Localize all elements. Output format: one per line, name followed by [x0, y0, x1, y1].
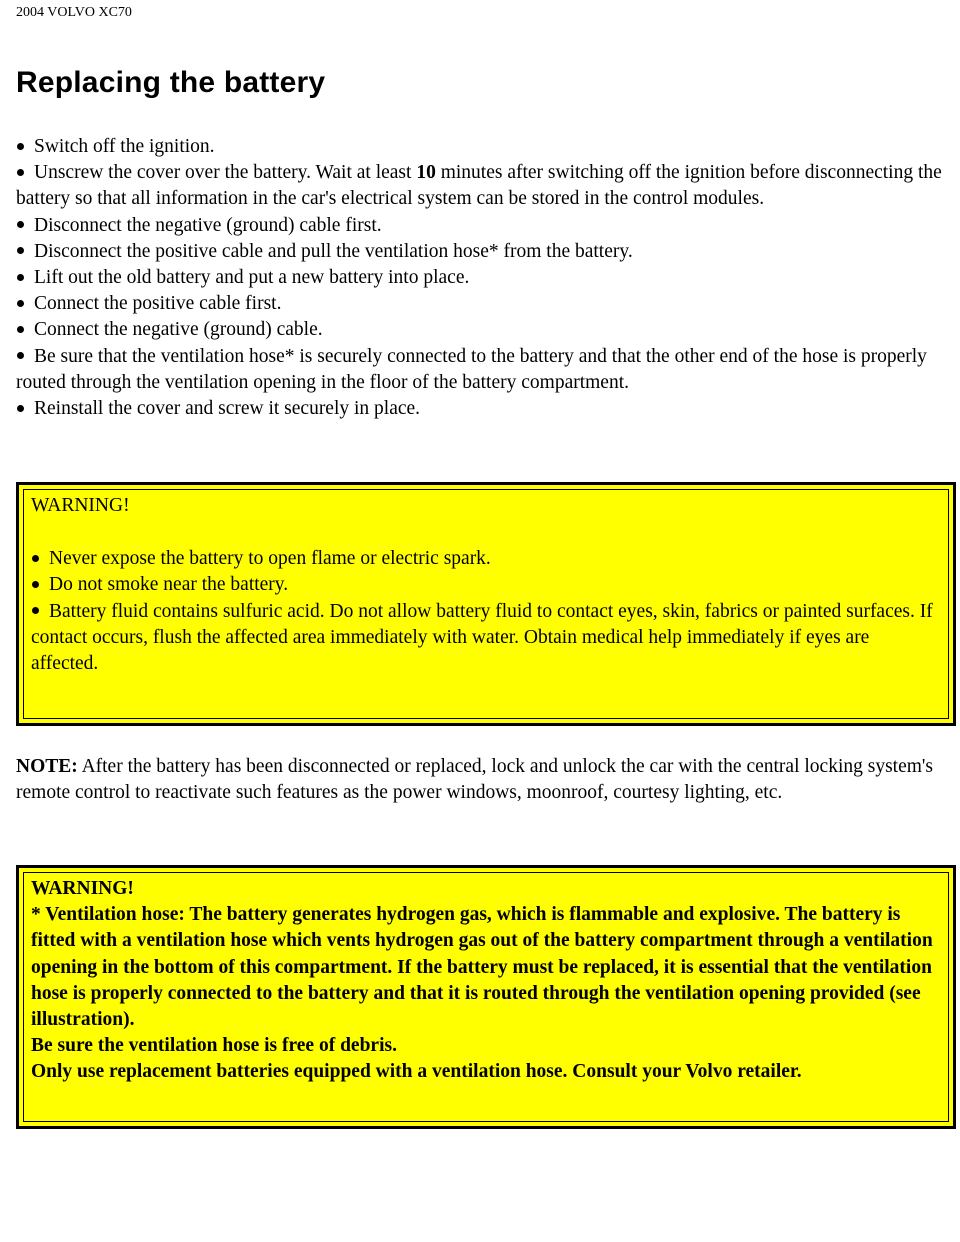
list-item [16, 344, 946, 396]
warning-list [31, 546, 941, 677]
step-text-post: minutes after switching off the ignition before disconnecting the battery so that all information in the car's electrical system can be stored in the control modules. [16, 162, 942, 210]
warning-text: Be sure the ventilation hose is free of debris. [31, 1035, 397, 1057]
step-text: Be sure that the ventilation hose* is securely connected to the battery and that the other end of the hose is properly routed through the ventilation opening in the floor of the battery compartment. [16, 345, 927, 393]
list-item [16, 239, 946, 265]
bullet-icon [17, 326, 24, 333]
list-item [16, 265, 946, 291]
note-paragraph [16, 754, 946, 806]
bullet-icon [17, 352, 24, 359]
bullet-icon [32, 607, 39, 614]
step-minutes-value: 10 [416, 162, 436, 184]
bullet-icon [17, 274, 24, 281]
step-text-pre: Unscrew the cover over the battery. Wait at least [34, 162, 417, 184]
list-item [31, 546, 941, 572]
bullet-icon [17, 300, 24, 307]
warning-text: * Ventilation hose: The battery generates hydrogen gas, which is flammable and explosive. The battery is fitted with a ventilation hose which vents hydrogen gas out of the battery compartment through a ventilation opening in the bottom of this compartment. If the battery must be replaced, it is essential that the ventilation hose is properly connected to the battery and that it is routed through the ventilation opening provided (see illustration). [31, 904, 933, 1031]
document-header-title: 2004 VOLVO XC70 [16, 5, 132, 20]
step-text: Disconnect the negative (ground) cable first. [34, 214, 382, 236]
warning-item-text: Battery fluid contains sulfuric acid. Do not allow battery fluid to contact eyes, skin, fabrics or painted surfaces. If contact occurs, flush the affected area immediately with water. Obtain medical help immediately if eyes are affected. [31, 600, 933, 675]
bullet-icon [32, 581, 39, 588]
bullet-icon [17, 247, 24, 254]
bullet-icon [32, 555, 39, 562]
step-text: Disconnect the positive cable and pull the ventilation hose* from the battery. [34, 240, 633, 262]
warning-box-safety [16, 482, 956, 726]
steps-list [16, 134, 946, 422]
note-text: After the battery has been disconnected or replaced, lock and unlock the car with the central locking system's remote control to reactivate such features as the power windows, moonroof, courtesy lighting, etc. [16, 756, 934, 804]
warning-item-text: Never expose the battery to open flame or electric spark. [49, 548, 491, 570]
bullet-icon [17, 405, 24, 412]
step-text: Connect the negative (ground) cable. [34, 319, 323, 341]
list-item [16, 317, 946, 343]
step-text: Reinstall the cover and screw it securely in place. [34, 398, 421, 420]
warning-content [31, 876, 941, 1086]
warning-heading: WARNING! [31, 878, 134, 899]
list-item [31, 599, 941, 678]
step-text: Connect the positive cable first. [34, 293, 282, 315]
list-item [16, 291, 946, 317]
list-item [16, 134, 946, 160]
warning-text: Only use replacement batteries equipped with a ventilation hose. Consult your Volvo retailer. [31, 1061, 802, 1083]
warning-box-ventilation [16, 865, 956, 1129]
warning-item-text: Do not smoke near the battery. [49, 574, 289, 596]
list-item [31, 572, 941, 598]
bullet-icon [17, 143, 24, 150]
list-item [16, 160, 946, 212]
step-text: Lift out the old battery and put a new battery into place. [34, 267, 470, 289]
list-item [16, 213, 946, 239]
bullet-icon [17, 169, 24, 176]
bullet-icon [17, 221, 24, 228]
note-label: NOTE: [16, 756, 78, 777]
page-title: Replacing the battery [16, 66, 326, 99]
warning-heading: WARNING! [31, 495, 130, 516]
list-item [16, 396, 946, 422]
step-text: Switch off the ignition. [34, 136, 215, 157]
